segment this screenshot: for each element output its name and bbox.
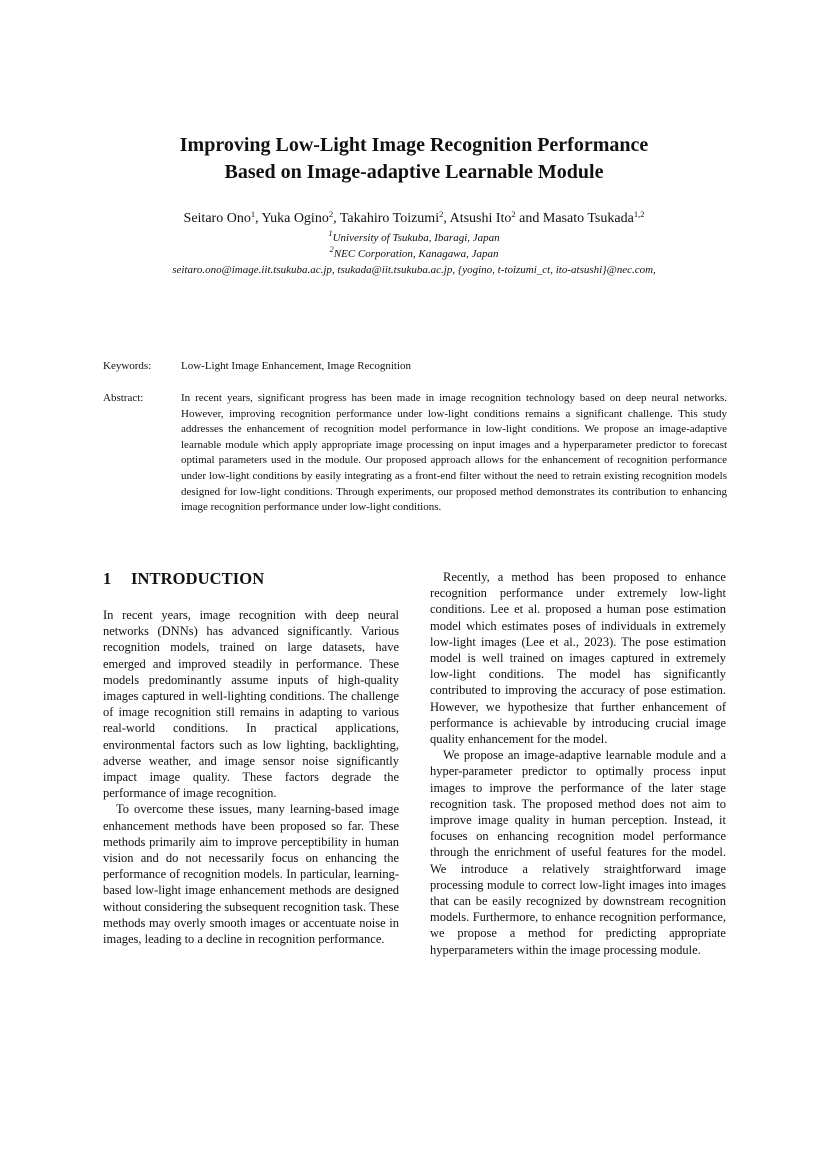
author-affiliation-mark: 2	[439, 209, 444, 219]
author-emails: seitaro.ono@image.iit.tsukuba.ac.jp, tsukada@iit.tsukuba.ac.jp, {yogino, t-toizumi_ct, ito-atsushi}@nec.com,	[172, 264, 656, 276]
keywords-text: Low-Light Image Enhancement, Image Recognition	[181, 360, 412, 372]
author-separator: ,	[333, 211, 340, 226]
right-column	[430, 569, 726, 958]
paper-title	[0, 132, 828, 186]
body-paragraph: In recent years, image recognition with deep neural networks (DNNs) has advanced significantly. Various recognition models, trained on large datasets, have emerged and improved steadily in performance. These models predominantly assume inputs of high-quality images captured in well-lighting conditions. The challenge of image recognition still remains in adapting to various real-world conditions. In practical applications, environmental factors such as low lighting, backlighting, adverse weather, and image sensor noise significantly impact image quality. These factors degrade the performance of image recognition.	[103, 608, 399, 801]
affiliation-mark: 1	[328, 228, 333, 238]
section-title: INTRODUCTION	[131, 569, 265, 588]
author-name: Seitaro Ono	[183, 211, 251, 226]
body-paragraph: Recently, a method has been proposed to enhance recognition performance under extremely low-light conditions. Lee et al. proposed a human pose estimation model which estimates poses of individuals in extremely low-light images (Lee et al., 2023). The pose estimation model is well trained on images captured in extremely low-light conditions. The model has significantly contributed to improving the accuracy of pose estimation. However, we hypothesize that further enhancement of performance is achievable by introducing crucial image quality enhancement for the model.	[430, 570, 726, 747]
affiliation-2	[0, 244, 828, 261]
section-heading	[103, 569, 399, 589]
author-name: Masato Tsukada	[542, 211, 634, 226]
author-separator: ,	[255, 211, 262, 226]
author-name: Yuka Ogino	[261, 211, 329, 226]
author-separator: and	[515, 211, 543, 226]
title-line-2: Based on Image-adaptive Learnable Module	[224, 161, 604, 183]
abstract-text: In recent years, significant progress has been made in image recognition technology based on deep neural networks. However, improving recognition performance under low-light conditions remains a significant challenge. This study addresses the enhancement of recognition model performance in low-light conditions. We propose an image-adaptive learnable module which apply appropriate image processing on input images and a hyperparameter predictor to forecast optimal parameters used in the module. Our proposed approach allows for the enhancement of recognition performance under low-light conditions by easily integrating as a front-end filter without the need to retrain existing recognition models designed for low-light conditions. Through experiments, our proposed method demonstrates its contribution to enhancing image recognition performance under low-light conditions.	[181, 392, 727, 514]
author-affiliation-mark: 1	[250, 209, 256, 219]
body-paragraph: We propose an image-adaptive learnable module and a hyper-parameter predictor to optimally process input images to improve the performance of the later stage recognition task. The proposed method does not aim to improve image quality in human perception. Instead, it focuses on enhancing recognition model performance through the enrichment of useful features for the model. We introduce a relatively straightforward image processing module to correct low-light images into images that can be easily recognized by downstream recognition models. Furthermore, to enhance recognition performance, we propose a method for predicting appropriate hyperparameters within the image processing module.	[430, 748, 726, 957]
author-name: Takahiro Toizumi	[339, 211, 440, 226]
author-affiliation-mark: 2	[511, 209, 516, 219]
title-line-1: Improving Low-Light Image Recognition Performance	[179, 134, 649, 156]
author-affiliation-mark: 1,2	[633, 209, 645, 219]
author-affiliation-mark: 2	[328, 209, 334, 219]
abstract-label: Abstract:	[103, 392, 144, 404]
author-separator: ,	[443, 211, 450, 226]
author-name: Atsushi Ito	[449, 211, 512, 226]
affiliation-1	[0, 228, 828, 245]
body-paragraph: To overcome these issues, many learning-based image enhancement methods have been proposed so far. These methods primarily aim to improve perceptibility in human vision and do not necessarily focus on enhancing the performance of recognition models. In particular, learning-based low-light image enhancement methods are designed without considering the subsequent recognition task. These methods may overly smooth images or accentuate noise in images, leading to a decline in recognition performance.	[103, 802, 399, 947]
affiliation-text: University of Tsukuba, Ibaragi, Japan	[332, 232, 500, 244]
section-number: 1	[103, 569, 112, 588]
keywords-label: Keywords:	[103, 360, 152, 372]
author-list	[0, 210, 828, 228]
affiliation-mark: 2	[329, 244, 334, 254]
left-column	[103, 569, 399, 947]
affiliation-text: NEC Corporation, Kanagawa, Japan	[333, 248, 499, 260]
